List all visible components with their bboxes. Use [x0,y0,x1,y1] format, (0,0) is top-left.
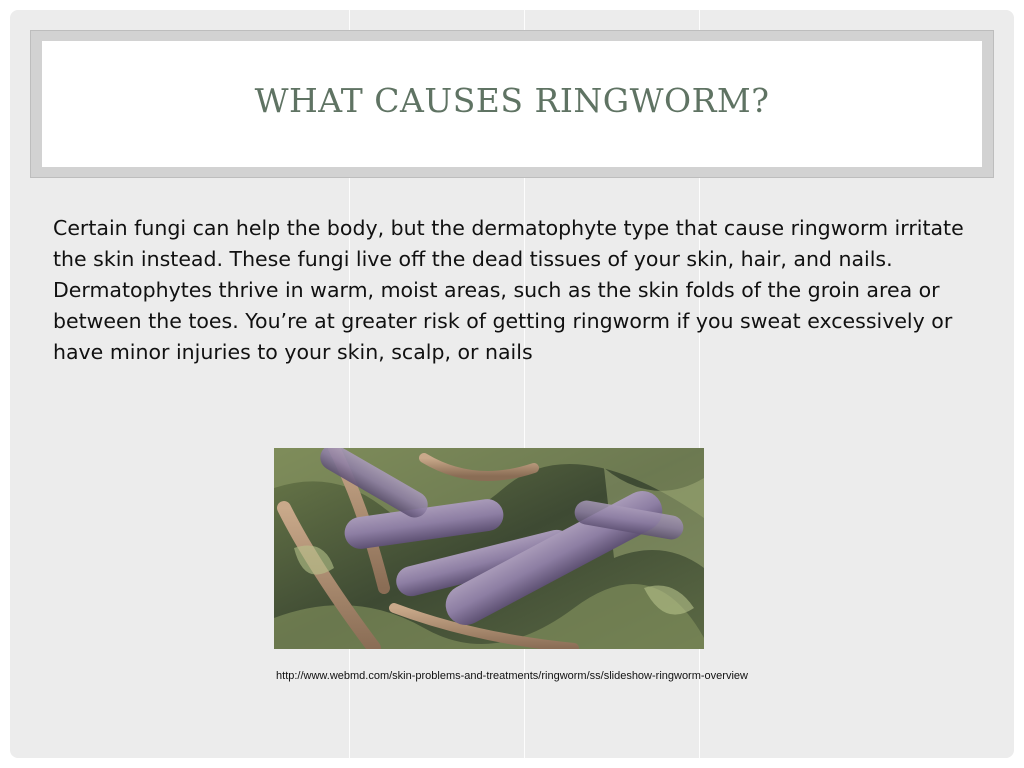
title-frame [30,30,994,178]
source-url[interactable]: http://www.webmd.com/skin-problems-and-treatments/ringworm/ss/slideshow-ringworm-overview [276,670,748,682]
fungi-micrograph-image [274,448,704,649]
body-text: Certain fungi can help the body, but the dermatophyte type that cause ringworm irritate the skin instead. These fungi live off the dead tissues of your skin, hair, and nails. Dermatophytes thrive in warm, moist areas, such as the skin folds of the groin area or between the toes. You’re at greater risk of getting ringworm if you sweat excessively or have minor injuries to your skin, scalp, or nails [53,216,964,364]
slide-title: WHAT CAUSES RINGWORM? [254,80,770,120]
slide [10,10,1014,758]
fungi-micrograph-graphic [274,448,704,649]
title-box [42,41,982,167]
